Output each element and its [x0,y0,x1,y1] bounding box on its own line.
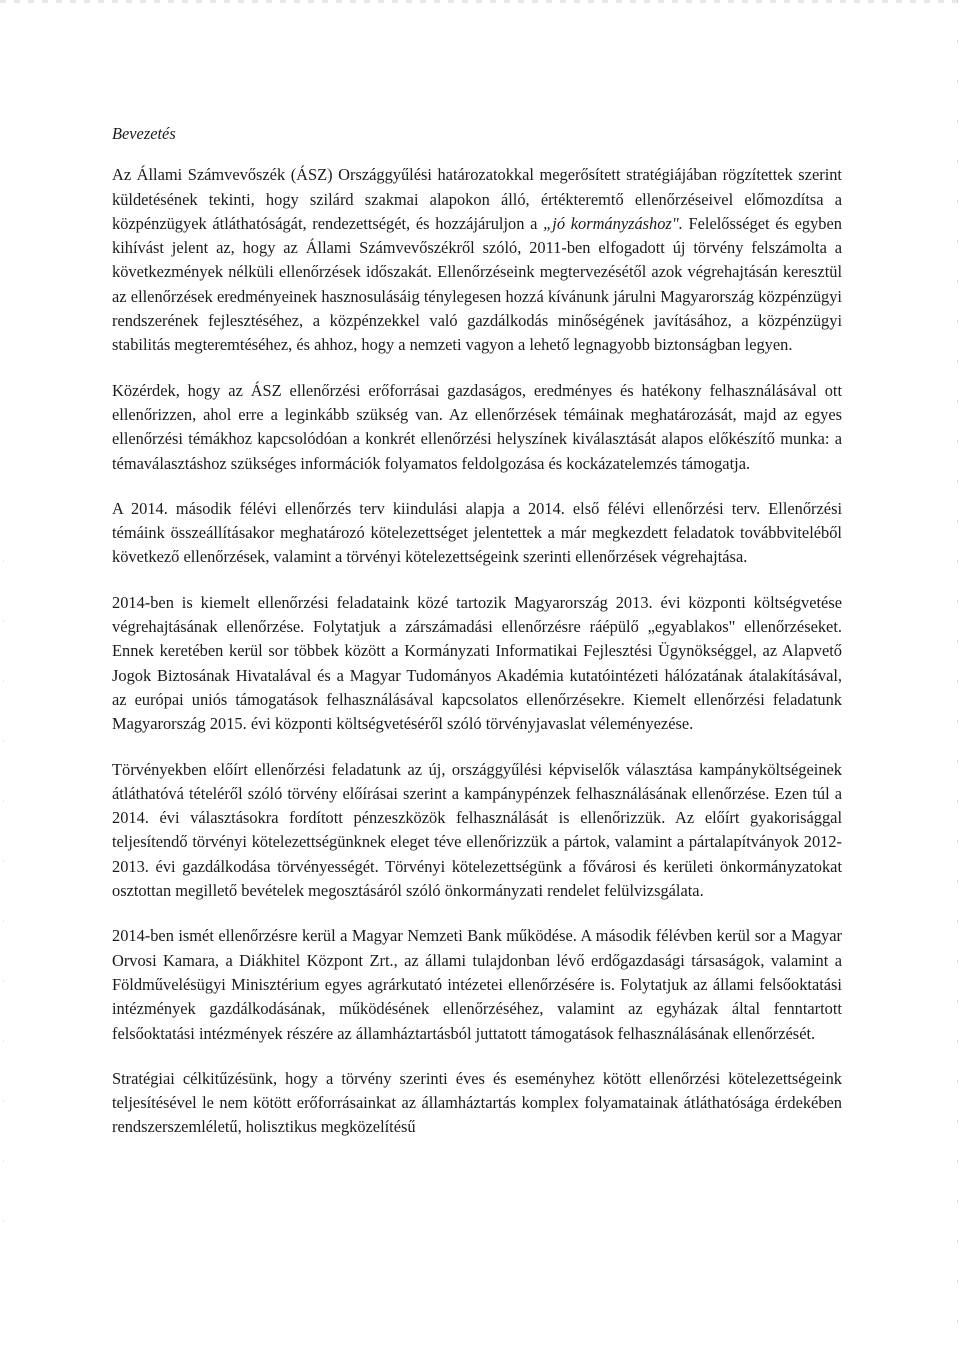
paragraph-5: 2014-ben ismét ellenőrzésre kerül a Magyar Nemzeti Bank működése. A második félévben kerül sor a Magyar Orvosi Kamara, a Diákhitel Központ Zrt., az állami tulajdonban lévő erdőgazdasági társaságok, valamint a Földművelésügyi Minisztérium egyes agrárkutató intézetei ellenőrzésére is. Folytatjuk az állami felsőoktatási intézmények gazdálkodásának, működésének ellenőrzéséhez, valamint az egyházak által fenntartott felsőoktatási intézmények részére az államháztartásból juttatott támogatások felhasználásának ellenőrzését. [112,926,842,1043]
paragraph-3: 2014-ben is kiemelt ellenőrzési feladataink közé tartozik Magyarország 2013. évi központi költségvetése végrehajtásának ellenőrzése. Folytatjuk a zárszámadási ellenőrzésre ráépülő „egyablakos" ellenőrzéseket. Ennek keretében kerül sor többek között a Kormányzati Informatikai Fejlesztési Ügynökséggel, az Alapvető Jogok Biztosának Hivatalával és a Magyar Tudományos Akadémia kutatóintézeti hálózatának átalakításával, az európai uniós támogatások felhasználásával kapcsolatos ellenőrzésekre. Kiemelt ellenőrzési feladatunk Magyarország 2015. évi központi költségvetéséről szóló törvényjavaslat véleményezése. [112,592,842,734]
scan-edge-right [957,0,958,1357]
scan-edge-top [0,0,960,3]
paragraph-4: Törvényekben előírt ellenőrzési feladatunk az új, országgyűlési képviselők választása kampányköltségeinek átláthatóvá tételéről szóló törvény előírásai szerint a kampánypénzek felhasználásának ellenőrzése. Ezen túl a 2014. évi választásokra fordított pénzeszközök felhasználását is ellenőrizzük. Az előírt gyakorisággal teljesítendő törvényi kötelezettségünknek eleget téve ellenőrizzük a pártok, valamint a pártalapítványok 2012-2013. évi gazdálkodása törvényességét. Törvényi kötelezettségünk a fővárosi és kerületi önkormányzatokat osztottan megillető bevételek megosztásáról szóló önkormányzati rendelet felülvizsgálata. [112,759,842,901]
paragraph-1: Közérdek, hogy az ÁSZ ellenőrzési erőforrásai gazdaságos, eredményes és hatékony felhasználásával ott ellenőrizzen, ahol erre a leginkább szükség van. Az ellenőrzések témáinak meghatározását, majd az egyes ellenőrzési témákhoz kapcsolódóan a konkrét ellenőrzési helyszínek kiválasztását alapos előkészítő munka: a témaválasztáshoz szükséges információk folyamatos feldolgozása és kockázatelemzés támogatja. [112,380,842,473]
section-heading: Bevezetés [112,124,176,143]
intro-emphasis-text: „jó kormányzáshoz". [543,213,683,233]
scan-edge-left [3,560,4,1260]
intro-rest-text: Felelősséget és egyben kihívást jelent az, hogy az Állami Számvevőszékről szóló, 2011-ben elfogadott új törvény felszámolta a következmények nélküli ellenőrzések időszakát. Ellenőrzéseink megtervezésétől azok végrehajtásán keresztül az ellenőrzések eredményeinek hasznosulásáig ténylegesen hozzá kívánunk járulni Magyarország közpénzügyi rendszerének fejlesztéséhez, a közpénzekkel való gazdálkodás minőségének javításához, a közpénzügyi stabilitás megteremtéséhez, és ahhoz, hogy a nemzeti vagyon a lehető legnagyobb biztonságban legyen. [112,213,842,355]
paragraph-intro [112,163,842,357]
intro-lead-text: Az Állami Számvevőszék (ÁSZ) Országgyűlési határozatokkal megerősített stratégiájában rögzítettek szerint küldetésének tekinti, hogy szilárd szakmai alapokon álló, értékteremtő ellenőrzéseivel előmozdítsa a közpénzügyek átláthatóságát, rendezettségét, és hozzájáruljon a [112,165,842,233]
document-body [112,122,842,1164]
paragraph-2: A 2014. második félévi ellenőrzés terv kiindulási alapja a 2014. első félévi ellenőrzési terv. Ellenőrzési témáink összeállításakor meghatározó kötelezettséget jelentettek a már megkezdett feladatok továbbviteléből következő ellenőrzések, valamint a törvényi kötelezettségeink szerinti ellenőrzések végrehajtása. [112,498,842,567]
paragraph-6: Stratégiai célkitűzésünk, hogy a törvény szerinti éves és eseményhez kötött ellenőrzési kötelezettségeink teljesítésével le nem kötött erőforrásainkat az államháztartás komplex folyamatainak átláthatósága érdekében rendszerszemléletű, holisztikus megközelítésű [112,1068,842,1137]
